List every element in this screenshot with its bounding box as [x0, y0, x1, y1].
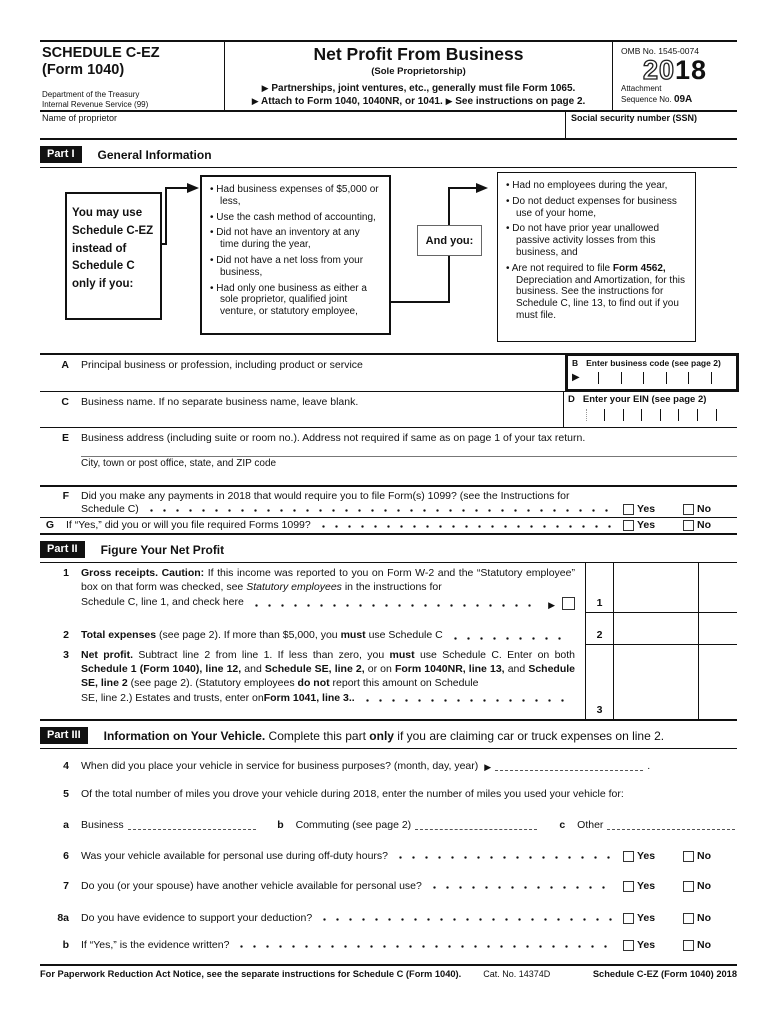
ein-box[interactable] [563, 392, 737, 427]
line-c-label: C [61, 396, 69, 408]
city-state-zip-label: City, town or post office, state, and ZIP code [81, 458, 277, 469]
line-7-text: Do you (or your spouse) have another vehicle available for personal use? [81, 880, 422, 892]
dot-leader [449, 617, 567, 643]
dot-leader [317, 519, 615, 531]
line-8b-row [40, 939, 737, 951]
proprietor-row [40, 110, 737, 140]
ein-digit-cell[interactable] [641, 409, 660, 421]
dot-leader [394, 850, 615, 862]
flow-middle-box [200, 175, 391, 335]
line-8b-no-checkbox[interactable] [683, 940, 694, 951]
condition-item: Had only one business as either a sole proprietor, qualified joint venture, or statutory employee, [216, 282, 367, 318]
part2-title: Figure Your Net Profit [100, 542, 225, 557]
line-8b-yes-checkbox[interactable] [623, 940, 634, 951]
no-label: No [697, 912, 711, 924]
line-5c-letter: c [559, 819, 566, 831]
catalog-number: Cat. No. 14374D [483, 969, 551, 979]
form-subtitle: (Sole Proprietorship) [371, 66, 466, 77]
line-2-amount-field[interactable] [613, 613, 698, 645]
code-digit-cell[interactable] [666, 372, 689, 384]
line-1-box-number: 1 [585, 563, 613, 613]
line-7-number: 7 [63, 880, 69, 892]
line-3-row [40, 645, 737, 719]
line-3-box-number: 3 [585, 645, 613, 719]
line-b-text: Enter business code (see page 2) [586, 358, 721, 368]
connector-line [165, 187, 167, 245]
line-3-text: 3 Net profit. Subtract line 2 from line 1. If less than zero, you must use Schedule C. Enter on bothSchedule 1 (Form 1040), line 12, and Schedule SE, line 2, or on Form 1040NR, line 13, and Schedule SE, line 2 (see page 2). (Statutory employees do not report this amount on Schedule SE, line 2.) Estates and trusts, enter on Form 1041, line 3.. [40, 645, 585, 719]
ein-digit-cell[interactable] [660, 409, 679, 421]
ein-digit-cell[interactable] [623, 409, 642, 421]
ein-digit-cell[interactable] [697, 409, 716, 421]
sequence-number: 09A [673, 93, 693, 105]
form-header [40, 40, 737, 110]
business-code-box[interactable] [565, 353, 739, 392]
condition-item: Did not have an inventory at any time during the year, [216, 227, 360, 251]
line-e-label: E [61, 432, 69, 444]
line-1-tail-text: Schedule C, line 1, and check here [81, 595, 244, 608]
header-instruction-2a: Attach to Form 1040, 1040NR, or 1041. [261, 96, 443, 107]
header-instruction-1: Partnerships, joint ventures, etc., generally must file Form 1065. [271, 83, 576, 94]
ein-digit-cell[interactable] [586, 409, 605, 421]
right-arrow-icon: ▶ [484, 762, 492, 772]
line-2-number: 2 [63, 629, 69, 642]
line-b-label: B [572, 358, 579, 368]
line-5-number: 5 [63, 788, 69, 800]
condition-item: Had no employees during the year, [512, 180, 668, 191]
code-digit-cell[interactable] [598, 372, 621, 384]
line-7-no-checkbox[interactable] [683, 881, 694, 892]
code-digit-cell[interactable] [688, 372, 711, 384]
line-2-text: 2 Total expenses (see page 2). If more than $5,000, you must use Schedule C [40, 613, 585, 645]
condition-item: Use the cash method of accounting, [216, 211, 376, 223]
form-title-block [225, 42, 612, 110]
line-6-no-checkbox[interactable] [683, 851, 694, 862]
line-f-text-1: Did you make any payments in 2018 that would require you to file Form(s) 1099? (see the Instructions for [81, 490, 570, 502]
connector-line [165, 187, 188, 189]
line-a-field[interactable] [40, 355, 565, 391]
line-4-period: . [647, 760, 651, 772]
right-arrow-icon: ▶ [261, 83, 269, 93]
yes-label: Yes [637, 939, 656, 951]
form-footer [40, 964, 737, 979]
line-d-text: Enter your EIN (see page 2) [582, 394, 707, 405]
business-miles-label: Business [81, 819, 124, 831]
line-5-text: Of the total number of miles you drove your vehicle during 2018, enter the number of miles you used your vehicle for: [81, 788, 624, 800]
ssn-field[interactable] [565, 112, 737, 138]
line-2-row [40, 613, 737, 645]
part1-header [40, 140, 737, 168]
dot-leader [428, 880, 615, 892]
line-c-text: Business name. If no separate business name, leave blank. [81, 396, 359, 408]
proprietor-name-label: Name of proprietor [42, 113, 118, 123]
flow-left-box: You may use Schedule C-EZ instead of Schedule C only if you: [65, 192, 162, 320]
schedule-name: SCHEDULE C-EZ [42, 45, 160, 61]
line-1-text: 1 Gross receipts. Caution: If this income was reported to you on Form W-2 and the “Statutory employee” box on that form was checked, see Statutory employees in the instructions for Schedule C, line 1, and check here ▶ [40, 563, 585, 613]
line-4-number: 4 [63, 760, 69, 772]
and-you-box: And you: [417, 225, 482, 256]
line-g-label: G [45, 519, 54, 531]
line-5b-letter: b [277, 819, 284, 831]
commuting-miles-field[interactable] [415, 829, 537, 830]
row-f [40, 485, 737, 517]
footer-form-id: Schedule C-EZ (Form 1040) 2018 [592, 969, 737, 979]
business-miles-field[interactable] [128, 829, 256, 830]
code-digit-cell[interactable] [621, 372, 644, 384]
right-conditions-list [506, 180, 689, 322]
line-e-text: Business address (including suite or room no.). Address not required if same as on page 1 of your tax return. [81, 432, 586, 444]
attachment-label: Attachment [621, 84, 662, 94]
proprietor-name-field[interactable] [40, 112, 565, 138]
dot-leader [318, 912, 615, 924]
line-5abc-row [40, 819, 737, 831]
part2-badge: Part II [40, 541, 85, 558]
right-arrow-icon: ▶ [572, 372, 580, 383]
part3-header [40, 719, 737, 749]
line-3-cents-field[interactable] [698, 645, 737, 719]
sequence-label: Sequence No. [621, 94, 672, 104]
row-c-d [40, 391, 737, 427]
city-state-zip-field[interactable] [40, 458, 737, 469]
connector-line [448, 187, 477, 189]
row-a-b [40, 353, 737, 391]
yes-label: Yes [637, 880, 656, 892]
other-miles-field[interactable] [607, 829, 735, 830]
line-7-row [40, 880, 737, 892]
line-4-row [40, 760, 737, 772]
part3-badge: Part III [40, 727, 88, 744]
line-6-yes-checkbox[interactable] [623, 851, 634, 862]
line-3-tail-bold: Form 1041, line 3.. [263, 691, 355, 704]
row-e [40, 427, 737, 485]
line-3-tail-text: SE, line 2.) Estates and trusts, enter on [81, 691, 264, 704]
no-label: No [697, 939, 711, 951]
right-arrowhead-icon [476, 183, 488, 193]
no-label: No [697, 880, 711, 892]
no-label: No [697, 503, 711, 515]
flow-right-box [497, 172, 696, 342]
no-label: No [697, 519, 711, 531]
line-c-field[interactable] [40, 392, 563, 427]
yes-label: Yes [637, 912, 656, 924]
line-2-cents-field[interactable] [698, 613, 737, 645]
line-1-row [40, 563, 737, 613]
omb-year-block [612, 42, 737, 110]
line-3-number: 3 [63, 649, 69, 661]
part3-title: Information on Your Vehicle. Complete this part only if you are claiming car or truck expenses on line 2. [103, 728, 665, 743]
line-3-amount-field[interactable] [613, 645, 698, 719]
line-1-number: 1 [63, 567, 69, 579]
part2-header [40, 533, 737, 563]
line-f-label: F [62, 490, 69, 502]
statutory-employee-checkbox[interactable] [562, 597, 575, 610]
ssn-label: Social security number (SSN) [571, 113, 698, 123]
paperwork-notice: For Paperwork Reduction Act Notice, see the separate instructions for Schedule C (Form 1040). [40, 969, 462, 979]
g-yes-checkbox[interactable] [623, 520, 634, 531]
header-instruction-2b: See instructions on page 2. [455, 96, 586, 107]
eligibility-flowchart [40, 168, 737, 353]
line-8a-row [40, 912, 737, 924]
code-digit-cell[interactable] [711, 372, 734, 384]
right-arrow-icon: ▶ [251, 96, 259, 106]
line-4-text: When did you place your vehicle in service for business purposes? (month, day, year) [81, 760, 479, 772]
ein-digit-cell[interactable] [604, 409, 623, 421]
other-miles-label: Other [577, 819, 604, 831]
dot-leader [145, 503, 615, 515]
line-5-row [40, 788, 737, 800]
tax-year: 2018 [642, 55, 708, 85]
condition-item: Do not have prior year unallowed passive activity losses from this business, and [512, 223, 660, 258]
line-6-text: Was your vehicle available for personal use during off-duty hours? [81, 850, 389, 862]
yes-label: Yes [637, 503, 656, 515]
line-1-cents-field[interactable] [698, 563, 737, 613]
f-no-checkbox[interactable] [683, 504, 694, 515]
condition-item: Did not have a net loss from your business, [216, 254, 364, 278]
condition-item: Had business expenses of $5,000 or less, [216, 184, 379, 207]
line-g-text: If “Yes,” did you or will you file required Forms 1099? [66, 519, 311, 531]
connector-line [390, 301, 450, 303]
f-yes-checkbox[interactable] [623, 504, 634, 515]
irs-line: Internal Revenue Service (99) [42, 100, 149, 110]
middle-conditions-list [210, 184, 381, 318]
line-6-row [40, 850, 737, 862]
address-input-line[interactable] [81, 456, 737, 457]
line-7-yes-checkbox[interactable] [623, 881, 634, 892]
dot-leader [235, 939, 615, 951]
line-a-label: A [61, 359, 69, 371]
line-2-box-number: 2 [585, 613, 613, 645]
department-line: Department of the Treasury [42, 90, 140, 100]
line-6-number: 6 [63, 850, 69, 862]
line-d-label: D [568, 394, 575, 405]
line-f-text-2: Schedule C) [81, 503, 139, 515]
form-number: (Form 1040) [42, 61, 125, 78]
line-a-text: Principal business or profession, including product or service [81, 359, 363, 371]
ein-comb[interactable] [568, 405, 734, 421]
condition-item: Do not deduct expenses for business use of your home, [512, 195, 677, 219]
row-g [40, 517, 737, 533]
line-8a-yes-checkbox[interactable] [623, 913, 634, 924]
ein-digit-cell[interactable] [716, 409, 735, 421]
part1-badge: Part I [40, 146, 82, 163]
code-digit-cell[interactable] [643, 372, 666, 384]
line-8b-letter: b [62, 939, 69, 951]
g-no-checkbox[interactable] [683, 520, 694, 531]
condition-item: Are not required to file Form 4562, Depreciation and Amortization, for this business. See the instructions for Schedule C, line 13, to find out if you must file. [511, 262, 685, 321]
ein-digit-cell[interactable] [678, 409, 697, 421]
no-label: No [697, 850, 711, 862]
ein-digit-cell[interactable] [568, 409, 586, 421]
dot-leader [361, 692, 567, 706]
line-8b-text: If “Yes,” is the evidence written? [81, 939, 230, 951]
business-code-comb[interactable] [572, 368, 733, 384]
right-arrow-icon: ▶ [445, 96, 453, 106]
line-1-amount-field[interactable] [613, 563, 698, 613]
right-arrowhead-icon [187, 183, 199, 193]
line-8a-number: 8a [57, 912, 69, 924]
yes-label: Yes [637, 850, 656, 862]
part1-title: General Information [97, 147, 212, 162]
form-title: Net Profit From Business [313, 44, 524, 64]
commuting-miles-label: Commuting (see page 2) [295, 819, 412, 831]
yes-label: Yes [637, 519, 656, 531]
dot-leader [250, 596, 540, 610]
omb-number: OMB No. 1545-0074 [621, 46, 699, 56]
line-8a-text: Do you have evidence to support your deduction? [81, 912, 313, 924]
line-5a-letter: a [63, 819, 69, 831]
line-8a-no-checkbox[interactable] [683, 913, 694, 924]
vehicle-service-date-field[interactable] [495, 770, 643, 771]
right-arrow-icon: ▶ [548, 599, 555, 610]
form-id-block [40, 42, 225, 110]
